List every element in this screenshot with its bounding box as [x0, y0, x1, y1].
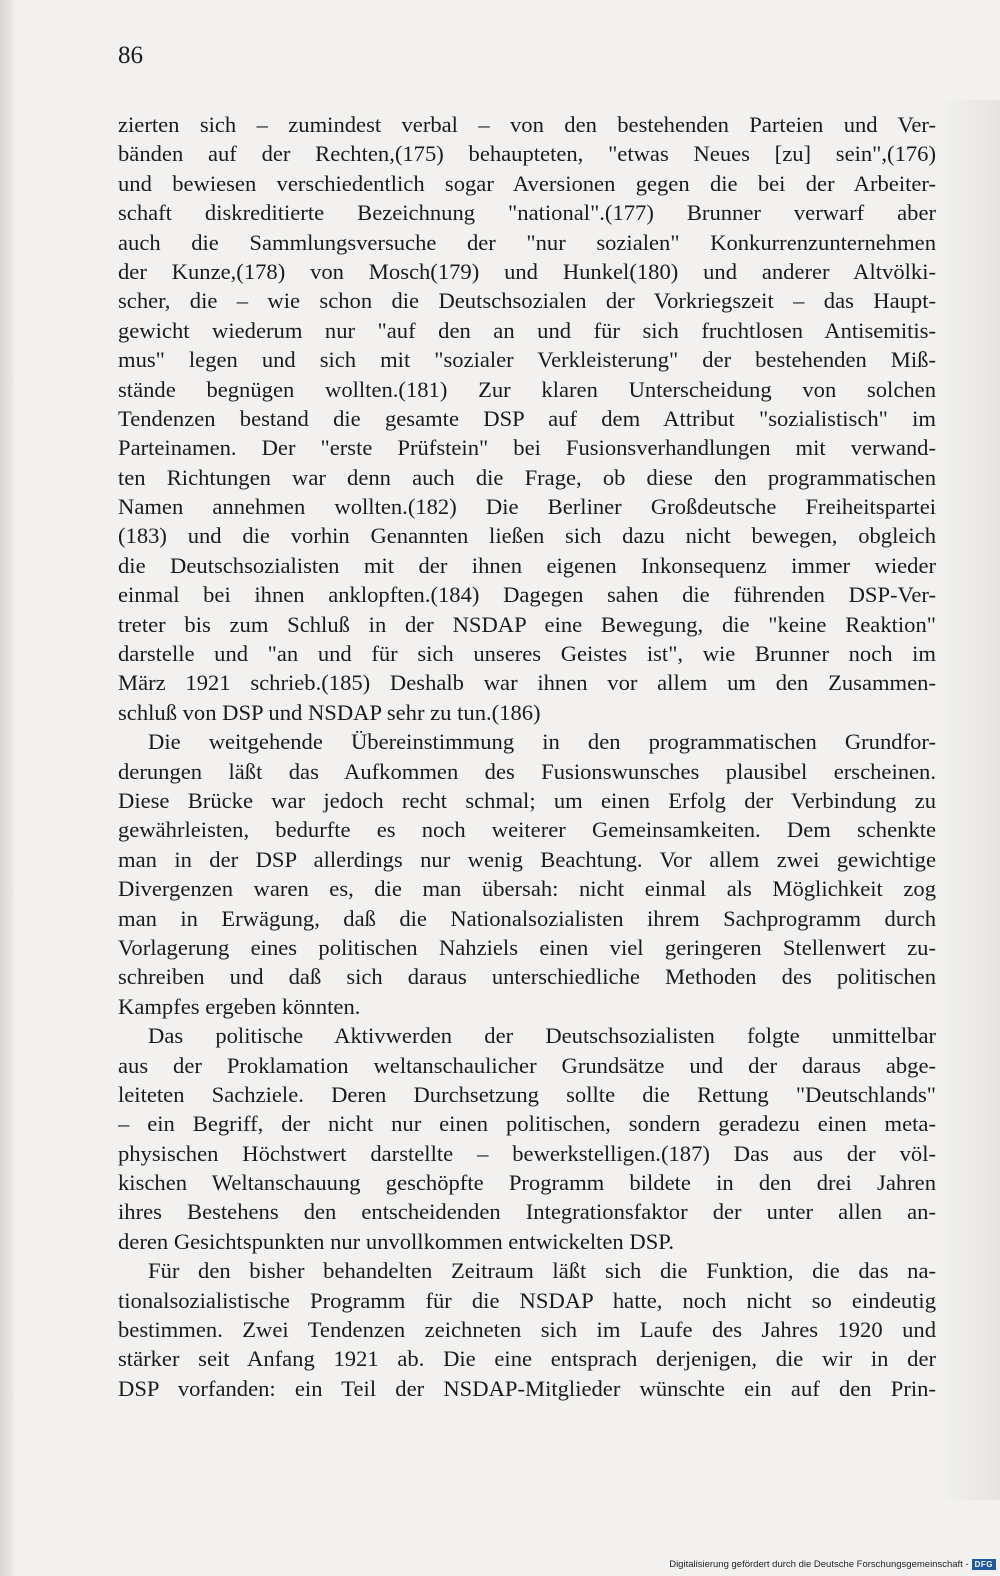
text-line: stände begnügen wollten.(181) Zur klaren Unterscheidung von solchen — [118, 376, 936, 402]
text-line: leiteten Sachziele. Deren Durchsetzung sollte die Rettung "Deutschlands" — [118, 1081, 936, 1107]
text-line: DSP vorfanden: ein Teil der NSDAP-Mitglieder wünschte ein auf den Prin- — [118, 1375, 936, 1401]
text-line: und bewiesen verschiedentlich sogar Aversionen gegen die bei der Arbeiter- — [118, 170, 936, 196]
text-line: deren Gesichtspunkten nur unvollkommen entwickelten DSP. — [118, 1228, 674, 1254]
digitization-footer — [669, 1559, 996, 1570]
text-line: die Deutschsozialisten mit der ihnen eigenen Inkonsequenz immer wieder — [118, 552, 936, 578]
text-line: darstelle und "an und für sich unseres Geistes ist", wie Brunner noch im — [118, 641, 936, 667]
text-line: Parteinamen. Der "erste Prüfstein" bei Fusionsverhandlungen mit verwand- — [118, 435, 936, 461]
text-line: aus der Proklamation weltanschaulicher Grundsätze und der daraus abge- — [118, 1052, 936, 1078]
text-line: Das politische Aktivwerden der Deutschsozialisten folgte unmittelbar — [148, 1023, 936, 1049]
left-page-edge — [0, 0, 14, 1576]
text-line: tionalsozialistische Programm für die NSDAP hatte, noch nicht so eindeutig — [118, 1287, 936, 1313]
text-line: man in der DSP allerdings nur wenig Beachtung. Vor allem zwei gewichtige — [118, 846, 936, 872]
text-line: Divergenzen waren es, die man übersah: nicht einmal als Möglichkeit zog — [118, 876, 936, 902]
text-line: bänden auf der Rechten,(175) behaupteten, "etwas Neues [zu] sein",(176) — [118, 141, 936, 167]
text-line: schluß von DSP und NSDAP sehr zu tun.(186) — [118, 699, 541, 725]
text-line: – ein Begriff, der nicht nur einen politischen, sondern geradezu einen meta- — [118, 1111, 936, 1137]
text-line: Die weitgehende Übereinstimmung in den programmatischen Grundfor- — [148, 729, 936, 755]
text-line: Tendenzen bestand die gesamte DSP auf dem Attribut "sozialistisch" im — [118, 405, 936, 431]
text-line: stärker seit Anfang 1921 ab. Die eine entsprach derjenigen, die wir in der — [118, 1346, 936, 1372]
text-line: treter bis zum Schluß in der NSDAP eine Bewegung, die "keine Reaktion" — [118, 611, 936, 637]
text-line: (183) und die vorhin Genannten ließen sich dazu nicht bewegen, obgleich — [118, 523, 936, 549]
text-line: schaft diskreditierte Bezeichnung "national".(177) Brunner verwarf aber — [118, 200, 936, 226]
page-number: 86 — [118, 42, 143, 69]
footer-text: Digitalisierung gefördert durch die Deutsche Forschungsgemeinschaft - — [669, 1559, 969, 1570]
text-line: gewährleisten, bedurfte es noch weiterer Gemeinsamkeiten. Dem schenkte — [118, 817, 936, 843]
text-line: Kampfes ergeben könnten. — [118, 993, 361, 1019]
text-line: derungen läßt das Aufkommen des Fusionswunsches plausibel erscheinen. — [118, 758, 936, 784]
text-line: einmal bei ihnen anklopften.(184) Dagegen sahen die führenden DSP-Ver- — [118, 582, 936, 608]
dfg-logo: DFG — [972, 1559, 996, 1570]
text-line: schreiben und daß sich daraus unterschiedliche Methoden des politischen — [118, 964, 936, 990]
text-line: mus" legen und sich mit "sozialer Verkleisterung" der bestehenden Miß- — [118, 347, 936, 373]
text-line: Namen annehmen wollten.(182) Die Berliner Großdeutsche Freiheitspartei — [118, 494, 936, 520]
text-line: kischen Weltanschauung geschöpfte Programm bildete in den drei Jahren — [118, 1170, 936, 1196]
text-line: bestimmen. Zwei Tendenzen zeichneten sich im Laufe des Jahres 1920 und — [118, 1317, 936, 1343]
text-line: auch die Sammlungsversuche der "nur sozialen" Konkurrenzunternehmen — [118, 229, 936, 255]
right-page-shadow — [940, 100, 1000, 1500]
text-line: zierten sich – zumindest verbal – von den bestehenden Parteien und Ver- — [118, 112, 936, 137]
text-line: März 1921 schrieb.(185) Deshalb war ihnen vor allem um den Zusammen- — [118, 670, 936, 696]
text-line: Diese Brücke war jedoch recht schmal; um einen Erfolg der Verbindung zu — [118, 787, 936, 813]
text-line: Für den bisher behandelten Zeitraum läßt sich die Funktion, die das na- — [148, 1258, 936, 1284]
text-line: physischen Höchstwert darstellte – bewerkstelligen.(187) Das aus der völ- — [118, 1140, 936, 1166]
body-text — [118, 110, 936, 1403]
text-line: gewicht wiederum nur "auf den an und für sich fruchtlosen Antisemitis- — [118, 317, 936, 343]
text-line: ihres Bestehens den entscheidenden Integrationsfaktor der unter allen an- — [118, 1199, 936, 1225]
text-line: der Kunze,(178) von Mosch(179) und Hunkel(180) und anderer Altvölki- — [118, 258, 936, 284]
text-line: man in Erwägung, daß die Nationalsozialisten ihrem Sachprogramm durch — [118, 905, 936, 931]
text-line: scher, die – wie schon die Deutschsozialen der Vorkriegszeit – das Haupt- — [118, 288, 936, 314]
text-line: Vorlagerung eines politischen Nahziels einen viel geringeren Stellenwert zu- — [118, 934, 936, 960]
text-line: ten Richtungen war denn auch die Frage, ob diese den programmatischen — [118, 464, 936, 490]
